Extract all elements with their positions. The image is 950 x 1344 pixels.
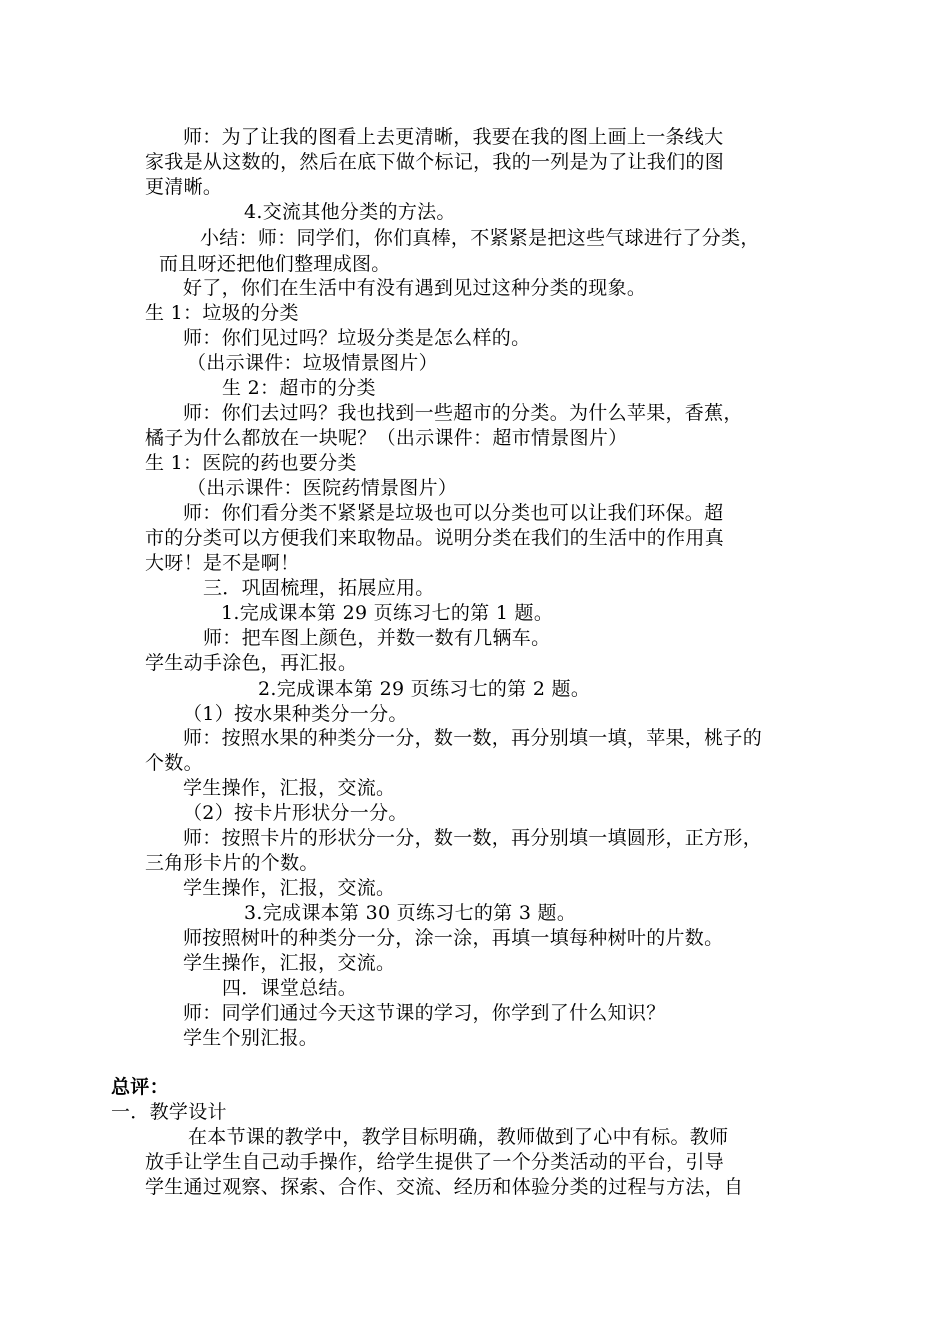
text-line: 学生个别汇报。 xyxy=(183,1027,319,1049)
text-line: 学生动手涂色，再汇报。 xyxy=(145,652,358,674)
text-line: 师：你们看分类不紧紧是垃圾也可以分类也可以让我们环保。超 xyxy=(183,502,724,524)
text-line: 四．课堂总结。 xyxy=(222,977,358,999)
text-line: （1）按水果种类分一分。 xyxy=(183,703,408,725)
text-line: 在本节课的教学中，教学目标明确，教师做到了心中有标。教师 xyxy=(188,1126,729,1148)
text-line: （2）按卡片形状分一分。 xyxy=(183,802,408,824)
text-line: 更清晰。 xyxy=(145,176,223,198)
text-line: 个数。 xyxy=(145,752,203,774)
text-line: 学生操作，汇报，交流。 xyxy=(183,777,396,799)
text-line: 生 1：垃圾的分类 xyxy=(145,302,299,324)
text-line: 1.完成课本第 29 页练习七的第 1 题。 xyxy=(221,602,554,624)
text-line: 师：为了让我的图看上去更清晰，我要在我的图上画上一条线大 xyxy=(183,126,724,148)
text-line: （出示课件：垃圾情景图片） xyxy=(187,352,438,374)
text-line: 家我是从这数的，然后在底下做个标记，我的一列是为了让我们的图 xyxy=(145,151,725,173)
text-line: 小结：师：同学们，你们真棒，不紧紧是把这些气球进行了分类， xyxy=(200,227,760,249)
text-line: 大呀！是不是啊！ xyxy=(145,552,300,574)
text-line: 2.完成课本第 29 页练习七的第 2 题。 xyxy=(258,678,591,700)
text-line: 学生操作，汇报，交流。 xyxy=(183,952,396,974)
section-heading: 一．教学设计 xyxy=(111,1101,227,1123)
text-line: 生 1：医院的药也要分类 xyxy=(145,452,357,474)
text-line: 3.完成课本第 30 页练习七的第 3 题。 xyxy=(244,902,577,924)
text-line: 三角形卡片的个数。 xyxy=(145,852,319,874)
text-line: 师：你们见过吗？垃圾分类是怎么样的。 xyxy=(183,327,531,349)
text-line: （出示课件：医院药情景图片） xyxy=(187,477,458,499)
text-line: 好了，你们在生活中有没有遇到见过这种分类的现象。 xyxy=(183,277,647,299)
text-line: 而且呀还把他们整理成图。 xyxy=(159,253,391,275)
text-line: 师按照树叶的种类分一分，涂一涂，再填一填每种树叶的片数。 xyxy=(183,927,724,949)
text-line: 师：你们去过吗？我也找到一些超市的分类。为什么苹果，香蕉， xyxy=(183,402,743,424)
text-line: 师：按照卡片的形状分一分，数一数，再分别填一填圆形，正方形， xyxy=(183,827,763,849)
text-line: 4.交流其他分类的方法。 xyxy=(244,201,456,223)
text-line: 橘子为什么都放在一块呢？（出示课件：超市情景图片） xyxy=(145,427,628,449)
text-line: 放手让学生自己动手操作，给学生提供了一个分类活动的平台，引导 xyxy=(145,1151,725,1173)
text-line: 学生通过观察、探索、合作、交流、经历和体验分类的过程与方法，自 xyxy=(145,1176,744,1198)
summary-heading: 总评： xyxy=(111,1076,169,1098)
text-line: 师：按照水果的种类分一分，数一数，再分别填一填，苹果，桃子的 xyxy=(183,727,763,749)
text-line: 师：把车图上颜色，并数一数有几辆车。 xyxy=(203,627,551,649)
text-line: 学生操作，汇报，交流。 xyxy=(183,877,396,899)
text-line: 市的分类可以方便我们来取物品。说明分类在我们的生活中的作用真 xyxy=(145,527,725,549)
text-line: 师：同学们通过今天这节课的学习，你学到了什么知识？ xyxy=(183,1002,666,1024)
text-line: 三．巩固梳理，拓展应用。 xyxy=(203,577,435,599)
text-line: 生 2：超市的分类 xyxy=(222,377,376,399)
